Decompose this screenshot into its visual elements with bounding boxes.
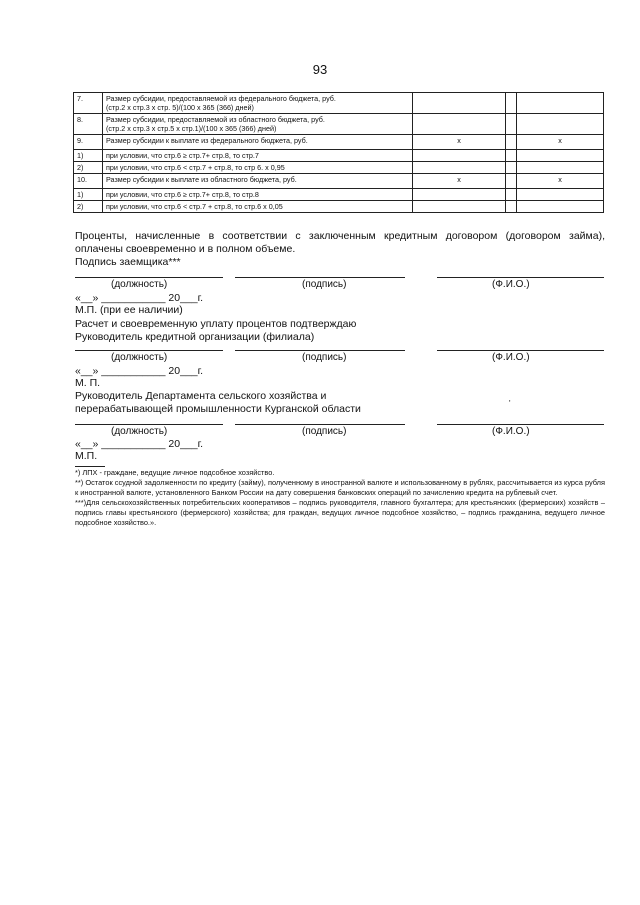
signature-line [235, 277, 405, 278]
table-row [74, 162, 604, 174]
date-field: «__» ___________ 20___г. [75, 292, 204, 304]
row-value-1 [413, 114, 506, 135]
row-value-2: х [517, 174, 604, 189]
row-description: Размер субсидии к выплате из областного бюджета, руб. [103, 174, 413, 189]
row-gap [506, 135, 517, 150]
row-value-2 [517, 93, 604, 114]
stray-mark: ' [509, 399, 511, 408]
row-value-1: х [413, 135, 506, 150]
row-description: при условии, что стр.6 ≥ стр.7+ стр.8, то стр.7 [103, 150, 413, 162]
row-number: 8. [74, 114, 103, 135]
footnote-3: ***)Для сельскохозяйственных потребительских кооперативов – подпись руководителя, главного бухгалтера; для крестьянских (фермерских) хозяйств – подпись главы крестьянского (фермерского) хозяйства; для граждан, ведущих личное подсобное хозяйство, – подпись гражданина, ведущего личное подсобное хозяйство.». [75, 498, 605, 527]
footnote-1: *) ЛПХ - граждане, ведущие личное подсобное хозяйство. [75, 468, 275, 477]
row-number: 1) [74, 189, 103, 201]
row-value-1 [413, 162, 506, 174]
signature-label: (подпись) [302, 279, 347, 290]
position-line [75, 350, 223, 351]
position-label: (должность) [111, 352, 168, 363]
row-number: 10. [74, 174, 103, 189]
row-value-1 [413, 201, 506, 213]
row-value-1: х [413, 174, 506, 189]
subsidy-table [73, 92, 604, 213]
fio-line [437, 277, 604, 278]
stamp-label: М.П. (при ее наличии) [75, 304, 183, 316]
row-value-2 [517, 150, 604, 162]
table-row [74, 93, 604, 114]
row-description: при условии, что стр.6 < стр.7 + стр.8, то стр 6. х 0,95 [103, 162, 413, 174]
fio-line [437, 424, 604, 425]
row-gap [506, 162, 517, 174]
row-number: 2) [74, 201, 103, 213]
table-row [74, 114, 604, 135]
position-label: (должность) [111, 426, 168, 437]
row-value-2 [517, 201, 604, 213]
confirm-text: Расчет и своевременную уплату процентов подтверждаю [75, 318, 357, 330]
date-field: «__» ___________ 20___г. [75, 365, 204, 377]
footnotes [75, 468, 605, 528]
signature-label: (подпись) [302, 426, 347, 437]
row-gap [506, 93, 517, 114]
row-number: 2) [74, 162, 103, 174]
department-head-line2: перерабатывающей промышленности Курганской области [75, 403, 361, 415]
row-gap [506, 201, 517, 213]
table-row [74, 174, 604, 189]
interest-paragraph: Проценты, начисленные в соответствии с заключенным кредитным договором (договором займа), оплачены своевременно и в полном объеме. [75, 230, 605, 255]
row-gap [506, 174, 517, 189]
row-gap [506, 189, 517, 201]
row-value-2 [517, 162, 604, 174]
fio-line [437, 350, 604, 351]
footnote-2: **) Остаток ссудной задолженности по кредиту (займу), полученному в иностранной валюте и использованному в рублях, рассчитывается из курса рубля к иностранной валюте, установленного Банком России на дату совершения банковских операций по зачислению кредита на рублевый счет. [75, 478, 605, 497]
row-description: Размер субсидии, предоставляемой из федерального бюджета, руб. (стр.2 х стр.3 х стр. 5)/(100 х 365 (366) дней) [103, 93, 413, 114]
footnote-rule [75, 466, 105, 467]
position-line [75, 277, 223, 278]
department-head-line1: Руководитель Департамента сельского хозяйства и [75, 390, 327, 402]
fio-label: (Ф.И.О.) [492, 279, 530, 290]
row-value-1 [413, 189, 506, 201]
bank-head-label: Руководитель кредитной организации (филиала) [75, 331, 315, 343]
row-gap [506, 150, 517, 162]
stamp-label: М. П. [75, 377, 101, 389]
fio-label: (Ф.И.О.) [492, 352, 530, 363]
position-line [75, 424, 223, 425]
stamp-label: М.П. [75, 450, 98, 462]
page-number: 93 [312, 62, 328, 77]
fio-label: (Ф.И.О.) [492, 426, 530, 437]
signature-label: (подпись) [302, 352, 347, 363]
row-number: 7. [74, 93, 103, 114]
row-description: Размер субсидии, предоставляемой из областного бюджета, руб. (стр.2 х стр.3 х стр.5 х стр.1)/(100 х 365 (366) дней) [103, 114, 413, 135]
row-value-2: х [517, 135, 604, 150]
signature-line [235, 424, 405, 425]
position-label: (должность) [111, 279, 168, 290]
row-description: при условии, что стр.6 < стр.7 + стр.8, то стр.6 х 0,05 [103, 201, 413, 213]
row-number: 1) [74, 150, 103, 162]
borrower-signature-label: Подпись заемщика*** [75, 256, 181, 268]
table-row [74, 201, 604, 213]
row-gap [506, 114, 517, 135]
table-row [74, 135, 604, 150]
signature-line [235, 350, 405, 351]
row-value-2 [517, 189, 604, 201]
row-value-1 [413, 93, 506, 114]
date-field: «__» ___________ 20___г. [75, 438, 204, 450]
row-number: 9. [74, 135, 103, 150]
row-value-1 [413, 150, 506, 162]
table-row [74, 150, 604, 162]
table-row [74, 189, 604, 201]
row-description: Размер субсидии к выплате из федерального бюджета, руб. [103, 135, 413, 150]
row-value-2 [517, 114, 604, 135]
row-description: при условии, что стр.6 ≥ стр.7+ стр.8, то стр.8 [103, 189, 413, 201]
